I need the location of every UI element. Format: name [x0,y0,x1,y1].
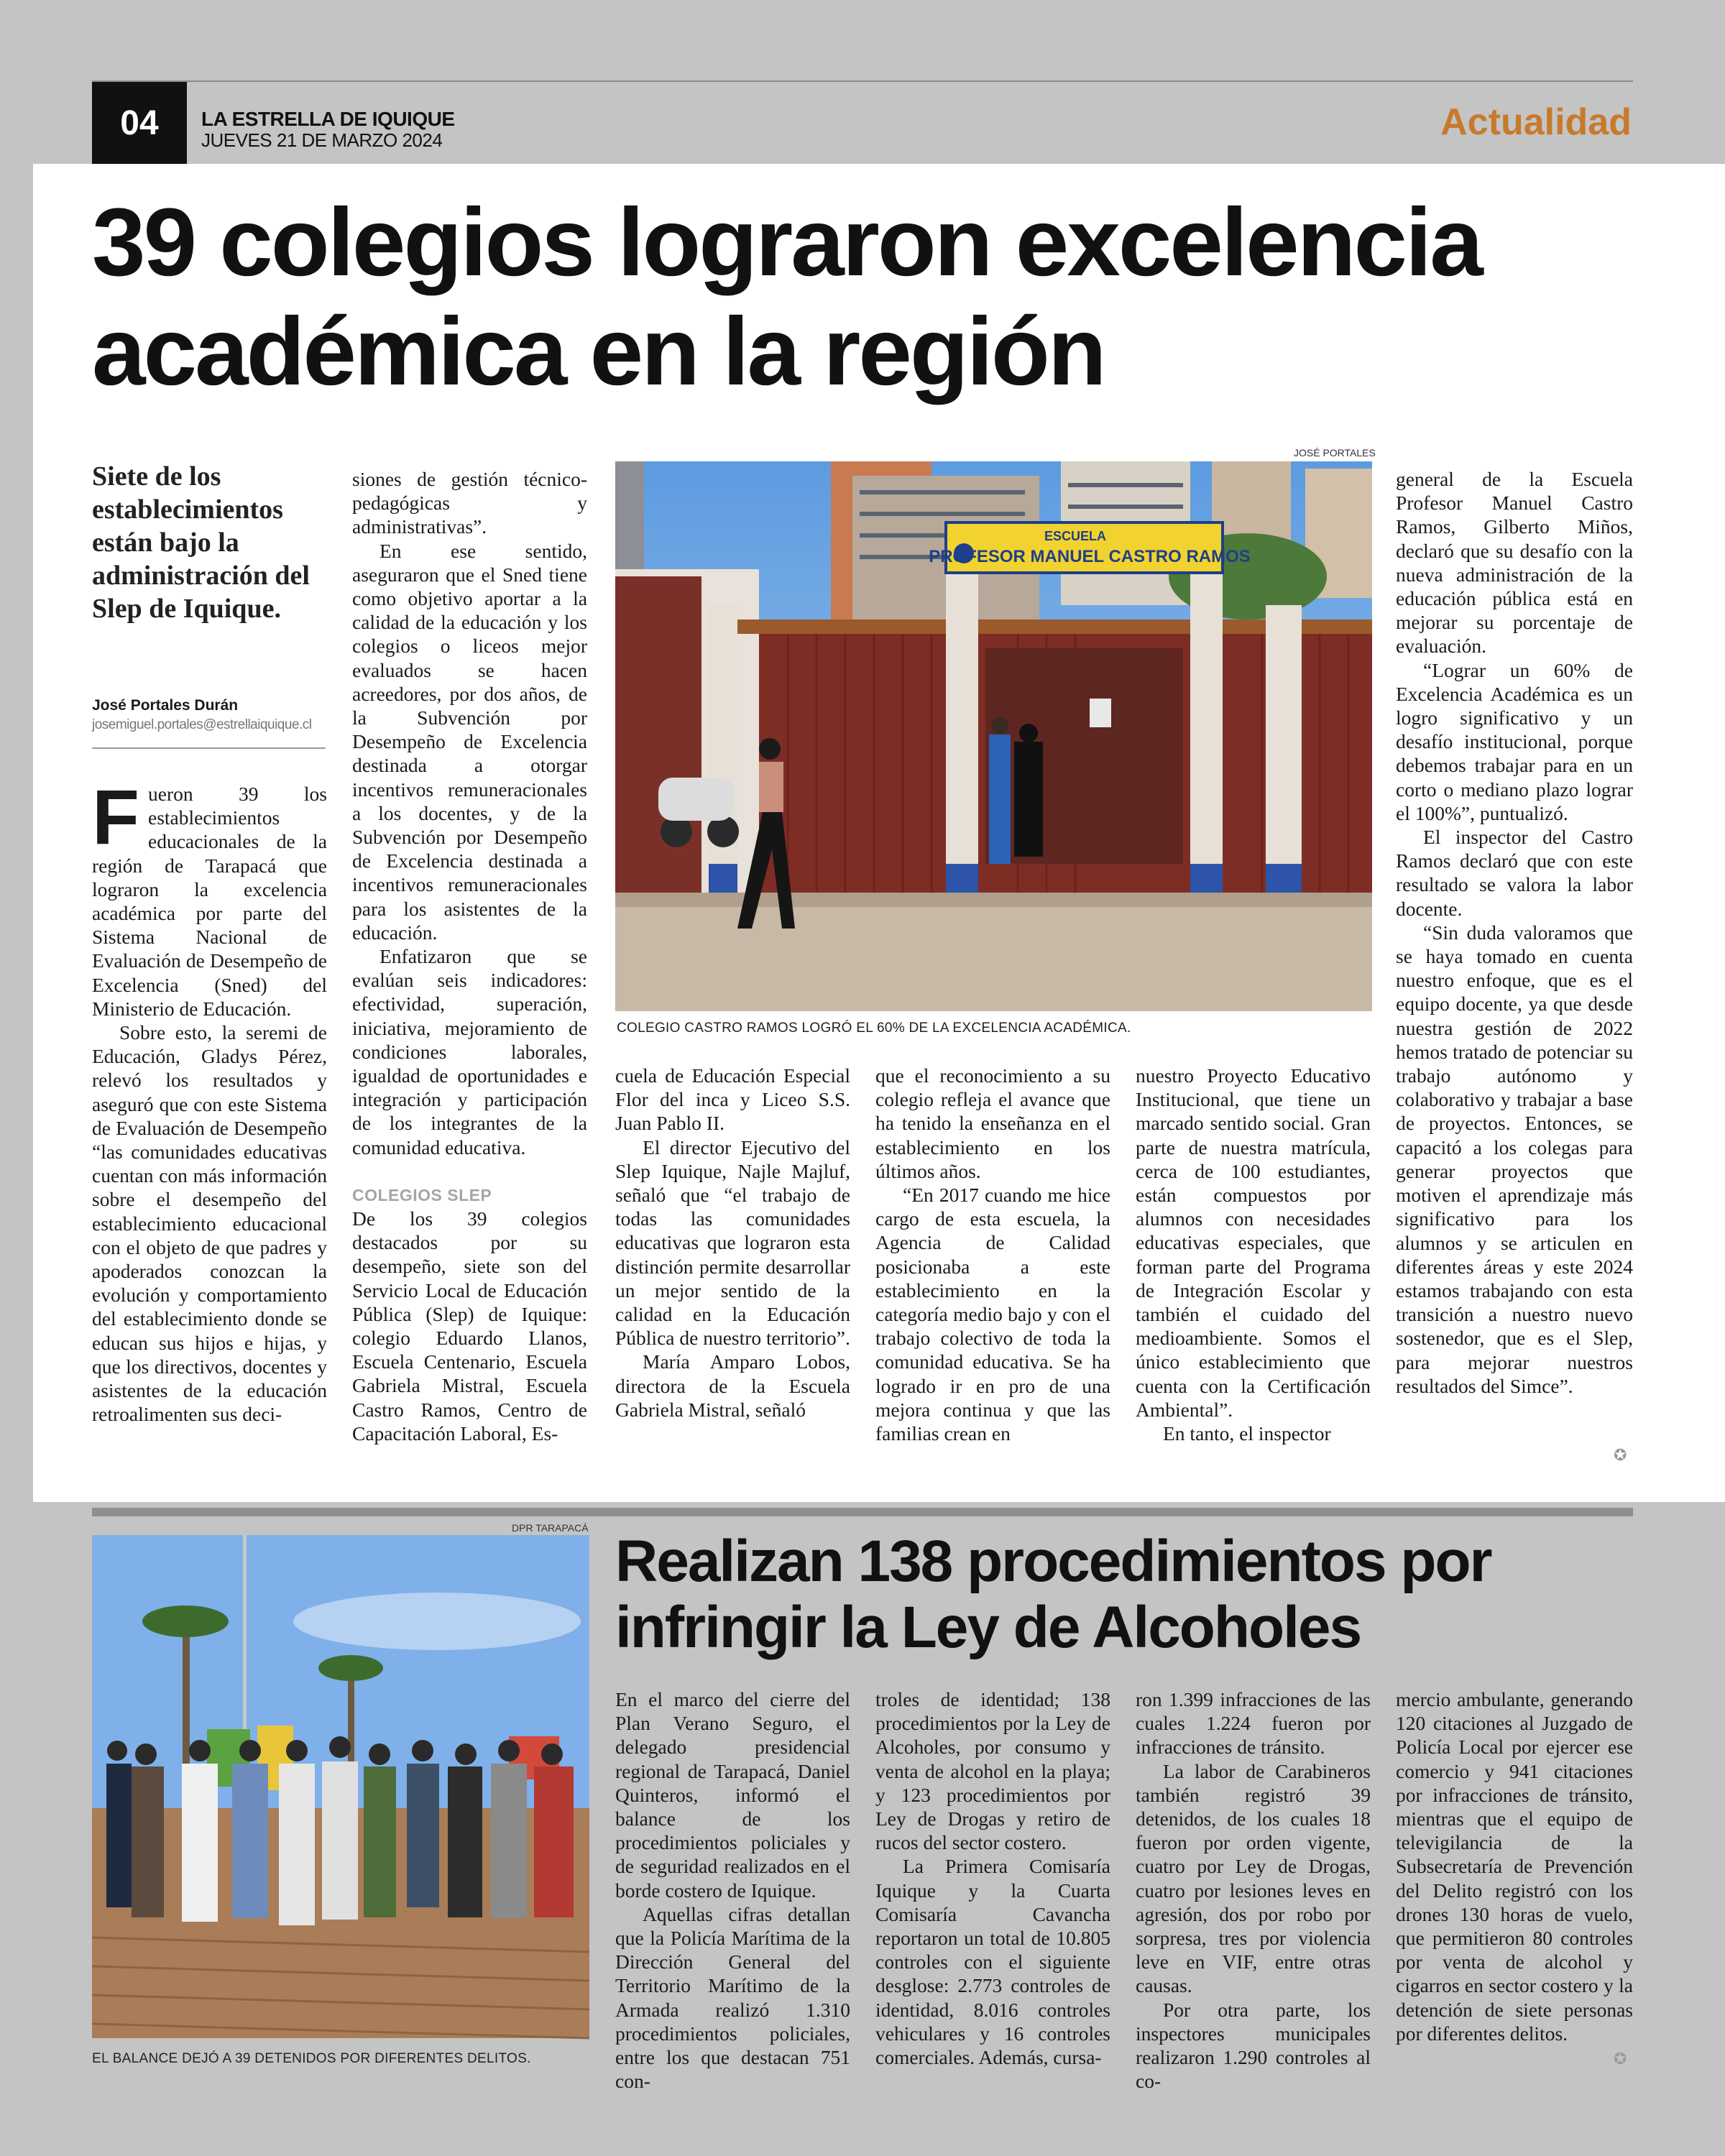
headline2-line-2: infringir la Ley de Alcoholes [615,1595,1361,1660]
sign-big: PROFESOR MANUEL CASTRO RAMOS [929,547,1251,566]
deck: Siete de los establecimientos están bajo la administración del Slep de Iquique. [92,461,310,624]
newspaper-name: LA ESTRELLA DE IQUIQUE [201,108,455,130]
article2-column-4 [1396,1687,1633,2076]
star-end-icon: ✪ [1614,1446,1627,1464]
article2-top-rule [92,1508,1633,1516]
headline2-line-1: Realizan 138 procedimientos por [615,1529,1491,1594]
star-end-icon-2: ✪ [1614,2050,1627,2068]
paragraph: “En 2017 cuando me hice cargo de esta escuela, la Agencia de Calidad posicionaba a este establecimiento en la categoría medio bajo y con el trabajo colectivo de toda la comunidad educativa. Se ha logrado ir en pro de una mejora continua y que las familias crean en [875,1184,1110,1445]
paragraph: troles de identidad; 138 procedimientos por la Ley de Alcoholes, por consumo y venta de alcohol en la playa; y 123 procedimientos por Ley de Drogas y retiro de rucos del sector costero. [875,1688,1110,1854]
paragraph: Aquellas cifras detallan que la Policía Marítima de la Dirección General del Territorio Marítimo de la Armada realizó 1.310 procedimientos policiales, entre los que destacan 751 con- [615,1902,850,2093]
paragraph: Enfatizaron que se evalúan seis indicadores: efectividad, superación, iniciativa, mejoramiento de condiciones laborales, igualdad de oportunidades e integración y participación de los integrantes de la comunidad educativa. [352,945,587,1158]
sign-small: ESCUELA [1044,529,1107,543]
section-label: Actualidad [1440,101,1632,143]
photo-caption: COLEGIO CASTRO RAMOS LOGRÓ EL 60% DE LA EXCELENCIA ACADÉMICA. [617,1021,1131,1036]
article-column-4 [875,1064,1110,1480]
photo-credit: JOSÉ PORTALES [1294,447,1376,459]
paragraph: “Sin duda valoramos que se haya tomado en cuenta nuestro enfoque, que es el equipo docente, ya que desde nuestra gestión de 2022 hemos tratado de potenciar su trabajo autónomo y colaborativo y trabajar a base de proyectos. Entonces, se capacitó a los colegas para generar proyectos que motiven el aprendizaje más significativo para los alumnos y se articulen en diferentes áreas y este 2024 estamos trabajando con esta transición a nuestro nuevo sostenedor, que es el Slep, para mejorar nuestros resultados del Simce”. [1396,921,1633,1397]
paragraph: El inspector del Castro Ramos declaró que con este resultado se valora la labor docente. [1396,826,1633,920]
paragraph: La Primera Comisaría Iquique y la Cuarta Comisaría Cavancha reportaron un total de 10.805 controles con el siguiente desglose: 2.773 controles de identidad, 8.016 controles vehiculares y 16 controles comerciales. Además, cursa- [875,1855,1110,2069]
subheading: COLEGIOS SLEP [352,1185,492,1204]
paragraph: En ese sentido, aseguraron que el Sned tiene como objetivo aportar a la calidad de la educación y los colegios o liceos mejor evaluados se hacen acreedores, por dos años, de la Subvención por Desempeño de Excelencia destinada a otorgar incentivos remuneracionales a los docentes, y de la Subvención por Desempeño de Excelencia destinada a incentivos remuneracionales para los asistentes de la educación. [352,539,587,944]
paragraph: nuestro Proyecto Educativo Institucional, que tiene un marcado sentido social. Gran parte de nuestra matrícula, cerca de 100 estudiantes, están compuestos por alumnos con necesidades educativas especiales, que forman parte del Programa de Integración Escolar y también el cuidado del medioambiente. Somos el único establecimiento que cuenta con la Certificación Ambiental”. [1136,1064,1371,1421]
header-top-rule [92,80,1633,82]
paragraph: cuela de Educación Especial Flor del inca y Liceo S.S. Juan Pablo II. [615,1064,850,1135]
headline-line-2: académica en la región [92,298,1105,405]
dropcap: F [92,773,139,860]
page-number-box [92,82,187,164]
paragraph: En el marco del cierre del Plan Verano Seguro, el delegado presidencial regional de Tarapacá, Daniel Quinteros, informó el balance de los procedimientos policiales y de seguridad realizados en el borde costero de Iquique. [615,1688,850,1902]
headline-line-1: 39 colegios lograron excelencia [92,189,1481,296]
paragraph: que el reconocimiento a su colegio refleja el avance que ha tenido la enseñanza en el establecimiento en los últimos años. [875,1064,1110,1182]
article-column-2 [352,467,587,1480]
paragraph: El director Ejecutivo del Slep Iquique, Najle Majluf, señaló que “el trabajo de todas las comunidades educativas que lograron esta distinción permite desarrollar un mejor sentido de la calidad en la Educación Pública de nuestro territorio”. [615,1135,850,1350]
paragraph: ueron 39 los establecimientos educacionales de la región de Tarapacá que lograron la excelencia académica por parte del Sistema Nacional de Evaluación de Desempeño de Excelencia (Sned) del Ministerio de Educación. [92,783,327,1020]
author-rule [92,747,326,749]
paragraph: La labor de Carabineros también registró 39 detenidos, de los cuales 18 fueron por orden vigente, cuatro por Ley de Drogas, cuatro por lesiones leves en agresión, dos por robo por sorpresa, tres por violencia leve en VIF, entre otras causas. [1136,1759,1371,1997]
paragraph: Por otra parte, los inspectores municipales realizaron 1.290 controles al co- [1136,1998,1371,2093]
author-name: José Portales Durán [92,697,239,714]
article2-column-1 [615,1687,850,2093]
page-number: 04 [120,103,159,142]
paragraph: De los 39 colegios destacados por su desempeño, siete son del Servicio Local de Educación Pública (Slep) de Iquique: colegio Eduardo Llanos, Escuela Centenario, Escuela Gabriela Mistral, Escuela Castro Ramos, Centro de Capacitación Laboral, Es- [352,1207,587,1445]
photo-caption-2: EL BALANCE DEJÓ A 39 DETENIDOS POR DIFERENTES DELITOS. [92,2051,531,2066]
article-column-1 [92,773,327,1479]
paragraph: mercio ambulante, generando 120 citaciones al Juzgado de Policía Local por ejercer ese comercio y 941 citaciones por infracciones de tránsito, mientras que el equipo de televigilancia de la Subsecretaría de Prevención del Delito registró con los drones 130 horas de vuelo, que permitieron 80 controles por venta de alcohol y cigarros en sector costero y la detención de siete personas por diferentes delitos. [1396,1688,1633,2045]
article2-column-2 [875,1687,1110,2076]
paragraph: ron 1.399 infracciones de las cuales 1.224 fueron por infracciones de tránsito. [1136,1688,1371,1759]
article-column-5 [1136,1064,1371,1480]
paragraph: En tanto, el inspector [1163,1422,1331,1445]
paragraph: general de la Escuela Profesor Manuel Castro Ramos, Gilberto Miños, declaró que su desafío con la nueva administración de la educación pública está en mejorar su porcentaje de evaluación. [1396,468,1633,658]
school-photo-illustration [615,461,1372,1011]
article-column-3 [615,1064,850,1480]
paragraph: Sobre esto, la seremi de Educación, Gladys Pérez, relevó los resultados y aseguró que con este Sistema de Evaluación de Desempeño “las comunidades educativas cuentan con más información sobre el desempeño del establecimiento educacional con el objeto de que padres y apoderados conozcan la evolución y comportamiento del establecimiento donde se educan sus hijos e hijas, y que los directivos, docentes y asistentes de la educación retroalimenten sus deci- [92,1021,327,1426]
paragraph: “Lograr un 60% de Excelencia Académica es un logro significativo y un desafío institucional, porque debemos trabajar para en un corto o mediano plazo lograr el 100%”, puntualizó. [1396,658,1633,824]
paragraph: siones de gestión técnico-pedagógicas y administrativas”. [352,468,587,538]
photo-credit-2: DPR TARAPACÁ [512,1522,589,1534]
article2-column-3 [1136,1687,1371,2093]
beach-photo [92,1535,589,2038]
article-column-6 [1396,467,1633,1482]
issue-date: JUEVES 21 DE MARZO 2024 [201,129,443,151]
author-email: josemiguel.portales@estrellaiquique.cl [92,717,312,732]
paragraph: María Amparo Lobos, directora de la Escuela Gabriela Mistral, señaló [615,1350,850,1421]
school-photo [615,461,1372,1011]
beach-photo-illustration [92,1535,589,2038]
